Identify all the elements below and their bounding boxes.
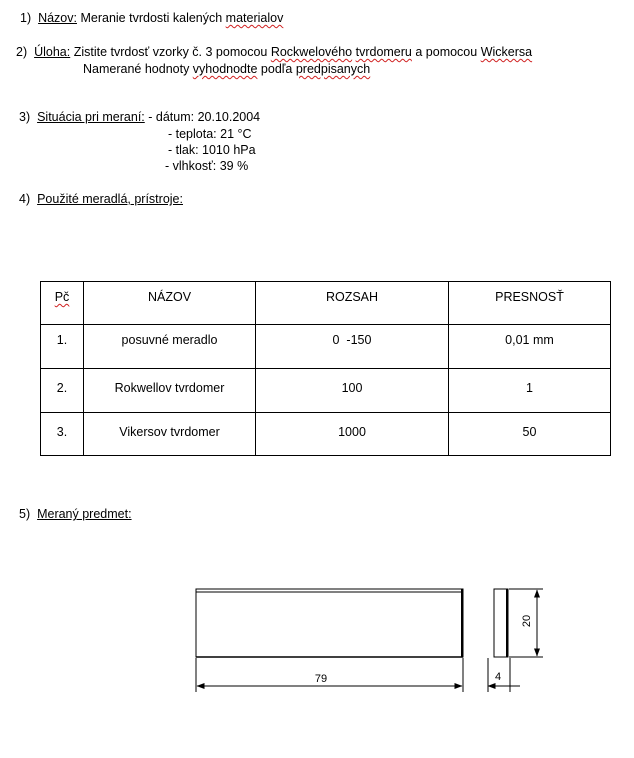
front-view-outline <box>196 589 463 657</box>
cell-precision: 1 <box>449 369 611 413</box>
cell-range: 0 -150 <box>256 325 449 369</box>
section-2-line-2: Namerané hodnoty vyhodnodte podľa predpisanych <box>83 62 371 76</box>
cell-range: 1000 <box>256 413 449 456</box>
condition-temperature: - teplota: 21 °C <box>168 127 252 141</box>
section-number: 5) <box>19 507 31 521</box>
cell-index: 1. <box>41 325 84 369</box>
header-cell-precision: PRESNOSŤ <box>449 282 611 325</box>
cell-index: 2. <box>41 369 84 413</box>
section-label: Úloha: <box>34 45 71 59</box>
thickness-dimension-label: 4 <box>494 671 502 683</box>
condition-humidity: - vlhkosť: 39 % <box>165 159 249 173</box>
section-label: Použité meradlá, prístroje: <box>37 192 183 206</box>
header-cell-range: ROZSAH <box>256 282 449 325</box>
section-number: 3) <box>19 110 31 124</box>
section-number: 4) <box>19 192 31 206</box>
cell-index: 3. <box>41 413 84 456</box>
cell-name: posuvné meradlo <box>84 325 256 369</box>
header-cell-index: Pč <box>41 282 84 325</box>
cell-precision: 50 <box>449 413 611 456</box>
cell-precision: 0,01 mm <box>449 325 611 369</box>
section-number: 2) <box>16 45 28 59</box>
section-label: Situácia pri meraní: <box>37 110 145 124</box>
section-number: 1) <box>20 11 32 25</box>
task-text: Zistite tvrdosť vzorky č. 3 pomocou Rockwelového tvrdomeru a pomocou Wickersa <box>73 45 533 59</box>
side-view-outline <box>494 589 508 657</box>
section-label: Názov: <box>38 11 77 25</box>
condition-date: - dátum: 20.10.2004 <box>148 110 261 124</box>
cell-range: 100 <box>256 369 449 413</box>
header-cell-name: NÁZOV <box>84 282 256 325</box>
length-dimension-label: 79 <box>314 673 328 685</box>
task-name: Meranie tvrdosti kalených materialov <box>80 11 284 25</box>
section-label: Meraný predmet: <box>37 507 132 521</box>
cell-name: Vikersov tvrdomer <box>84 413 256 456</box>
condition-pressure: - tlak: 1010 hPa <box>168 143 256 157</box>
height-dimension-label: 20 <box>521 614 533 628</box>
cell-name: Rokwellov tvrdomer <box>84 369 256 413</box>
